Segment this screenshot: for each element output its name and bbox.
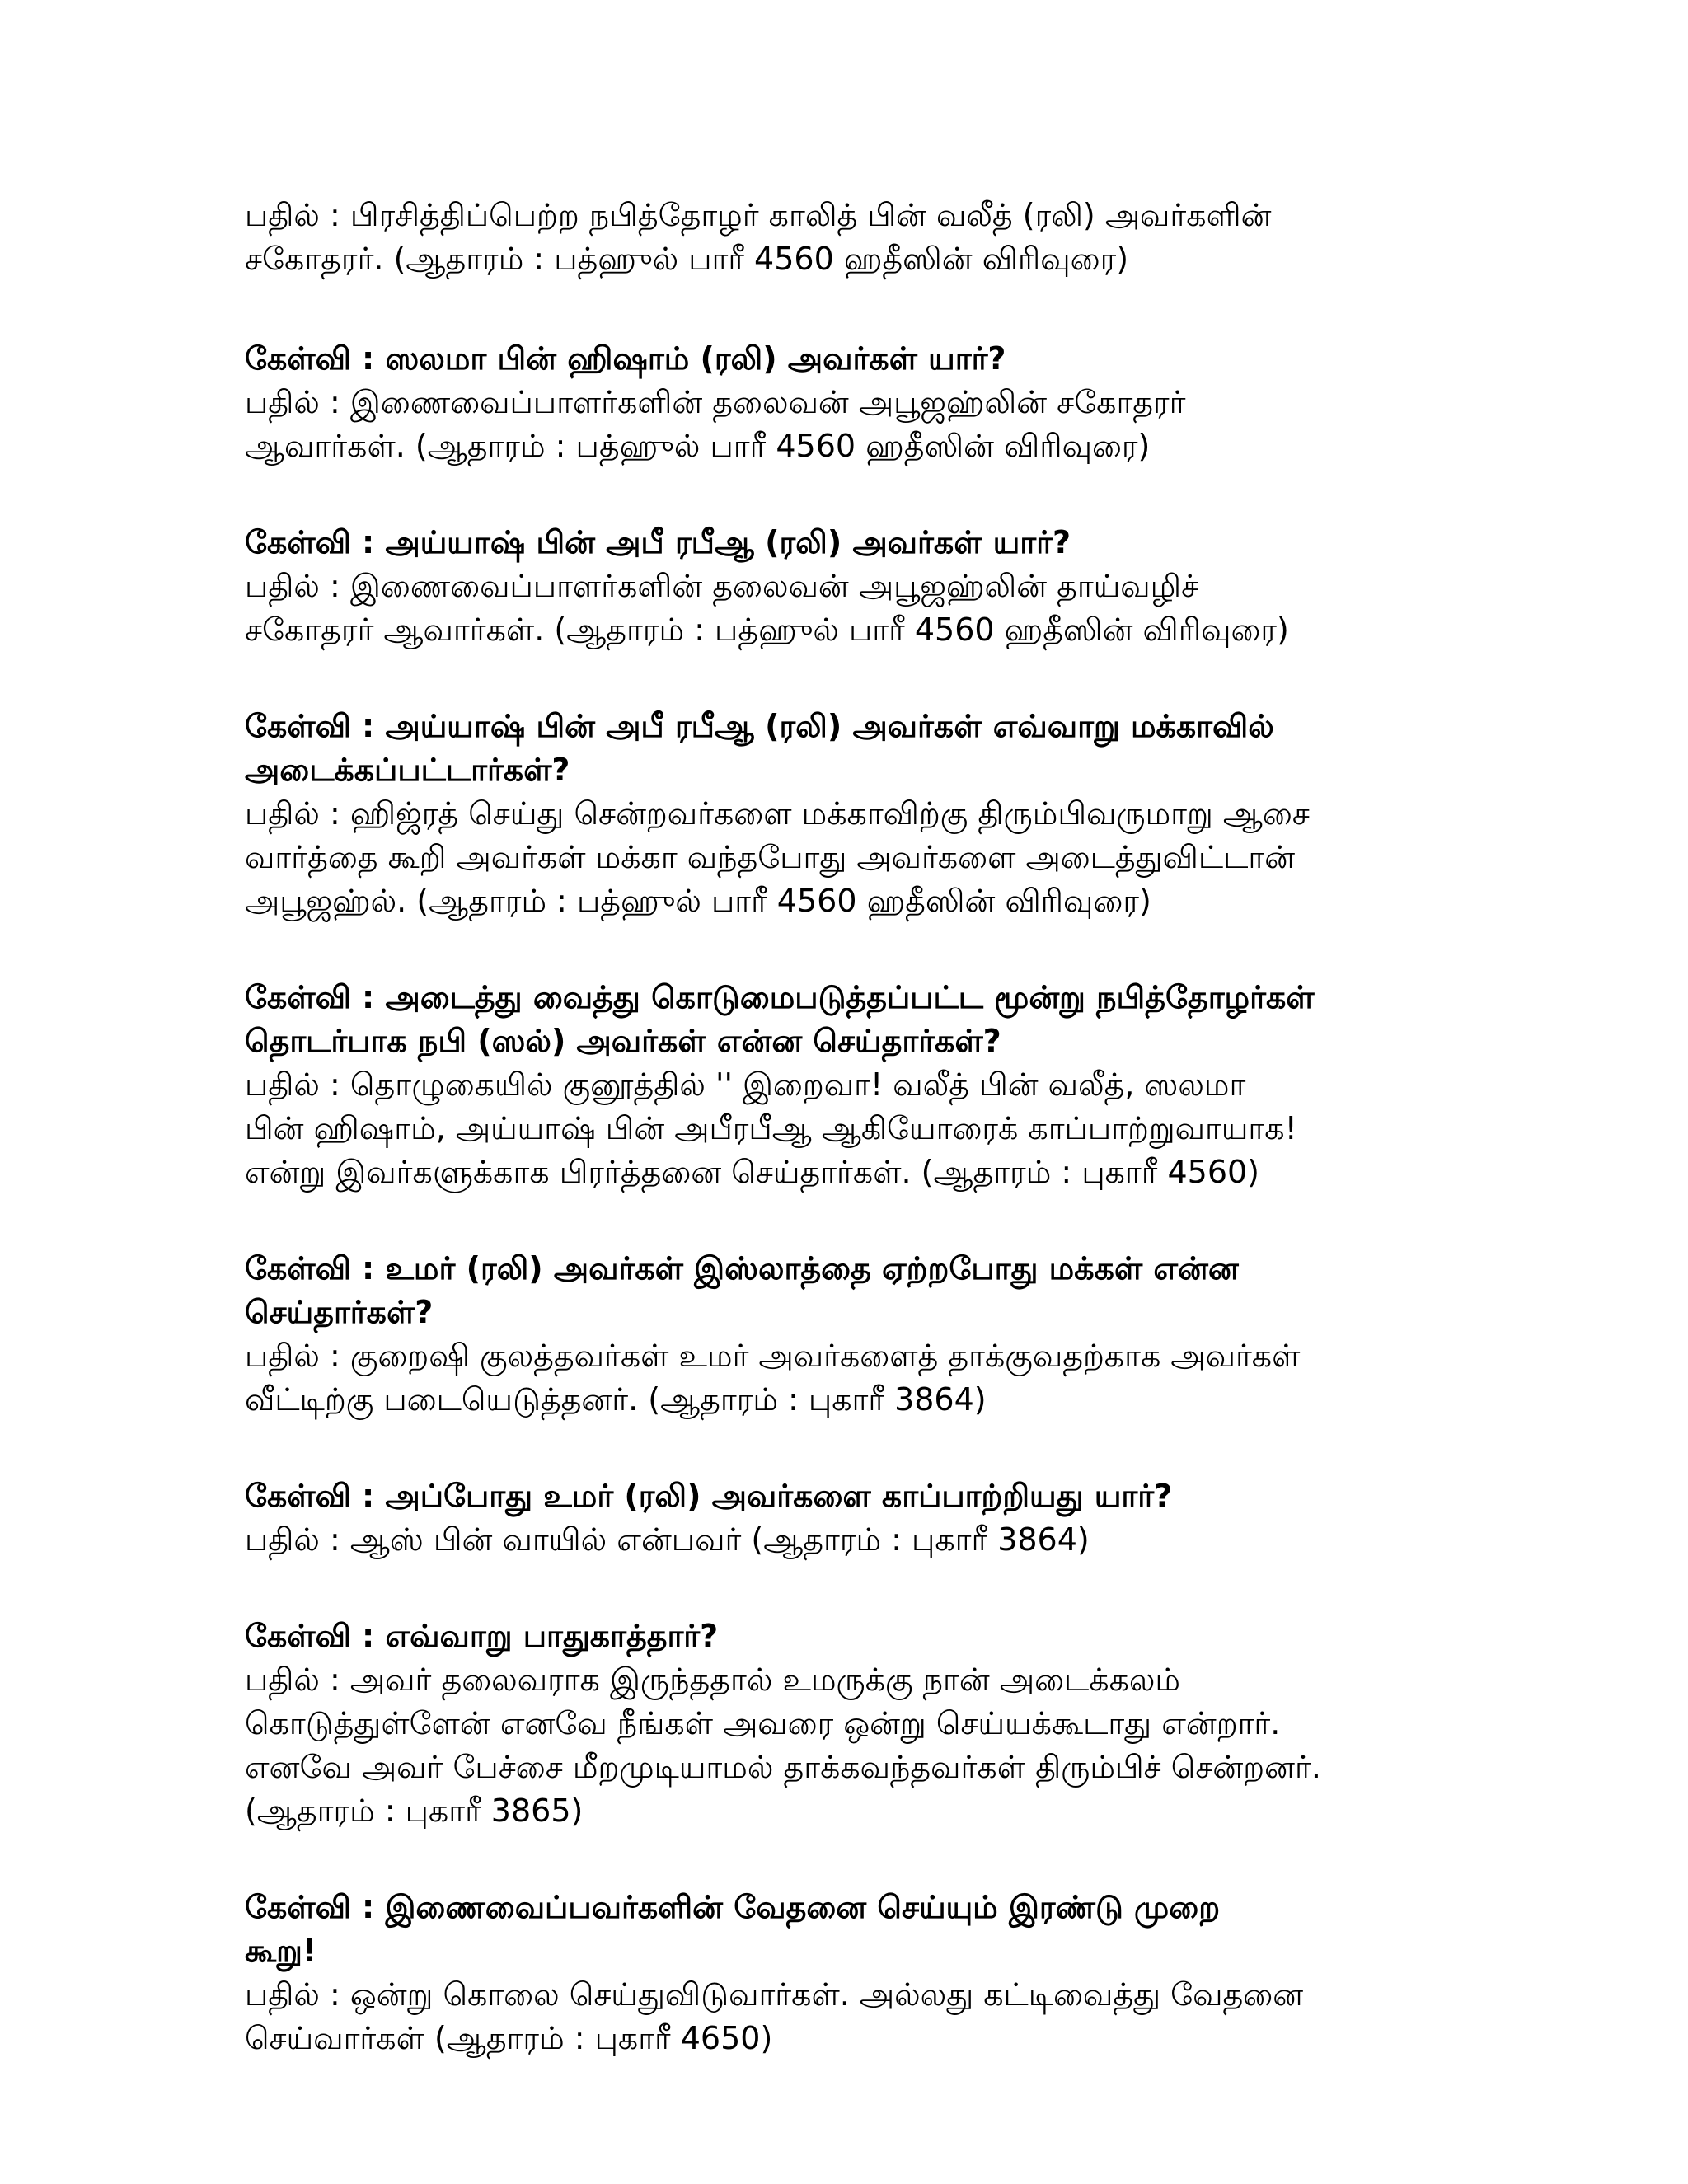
question-line: கூறு! [245,1933,317,1969]
qa-block [245,337,1465,468]
question-line: கேள்வி : அய்யாஷ் பின் அபீ ரபீஆ (ரலி) அவர்கள் எவ்வாறு மக்காவில் [245,708,1274,744]
question-line: கேள்வி : அடைத்து வைத்து கொடுமைபடுத்தப்பட்ட மூன்று நபித்தோழர்கள் [245,979,1315,1015]
qa-block [245,1886,1465,2060]
question-line: கேள்வி : அப்போது உமர் (ரலி) அவர்களை காப்பாற்றியது யார்? [245,1478,1173,1514]
answer-line: பதில் : குறைஷி குலத்தவர்கள் உமர் அவர்களைத் தாக்குவதற்காக அவர்கள் [245,1338,1301,1374]
answer-line: பதில் : பிரசித்திப்பெற்ற நபித்தோழர் காலித் பின் வலீத் (ரலி) அவர்களின் [245,197,1272,233]
question-line: கேள்வி : உமர் (ரலி) அவர்கள் இஸ்லாத்தை ஏற்றபோது மக்கள் என்ன [245,1250,1239,1286]
answer-line: கொடுத்துள்ளேன் எனவே நீங்கள் அவரை ஒன்று செய்யக்கூடாது என்றார். [245,1705,1281,1741]
qa-block [245,705,1465,923]
answer-line: செய்வார்கள் (ஆதாரம் : புகாரீ 4650) [245,2020,773,2056]
answer-line: பதில் : ஹிஜ்ரத் செய்து சென்றவர்களை மக்காவிற்கு திரும்பிவருமாறு ஆசை [245,795,1310,832]
answer-line: சகோதரர் ஆவார்கள். (ஆதாரம் : பத்ஹுல் பாரீ 4560 ஹதீஸின் விரிவுரை) [245,612,1289,648]
answer-line: பதில் : ஒன்று கொலை செய்துவிடுவார்கள். அல்லது கட்டிவைத்து வேதனை [245,1976,1304,2013]
answer-line: பதில் : இணைவைப்பாளர்களின் தலைவன் அபூஜஹ்லின் தாய்வழிச் [245,568,1199,604]
qa-content [245,194,1465,2113]
qa-block [245,194,1465,281]
qa-block [245,1247,1465,1422]
question-line: அடைக்கப்பட்டார்கள்? [245,752,570,788]
answer-line: ஆவார்கள். (ஆதாரம் : பத்ஹுல் பாரீ 4560 ஹதீஸின் விரிவுரை) [245,428,1151,464]
question-line: கேள்வி : அய்யாஷ் பின் அபீ ரபீஆ (ரலி) அவர்கள் யார்? [245,524,1071,560]
question-line: கேள்வி : எவ்வாறு பாதுகாத்தார்? [245,1618,719,1654]
answer-line: வீட்டிற்கு படையெடுத்தனர். (ஆதாரம் : புகாரீ 3864) [245,1381,987,1418]
question-line: தொடர்பாக நபி (ஸல்) அவர்கள் என்ன செய்தார்கள்? [245,1023,1001,1059]
qa-block [245,976,1465,1194]
answer-line: பதில் : அவர் தலைவராக இருந்ததால் உமருக்கு நான் அடைக்கலம் [245,1661,1181,1698]
answer-line: பதில் : ஆஸ் பின் வாயில் என்பவர் (ஆதாரம் : புகாரீ 3864) [245,1521,1090,1558]
answer-line: என்று இவர்களுக்காக பிரர்த்தனை செய்தார்கள். (ஆதாரம் : புகாரீ 4560) [245,1154,1259,1190]
answer-line: சகோதரர். (ஆதாரம் : பத்ஹுல் பாரீ 4560 ஹதீஸின் விரிவுரை) [245,241,1129,277]
answer-line: பின் ஹிஷாம், அய்யாஷ் பின் அபீரபீஆ ஆகியோரைக் காப்பாற்றுவாயாக! [245,1110,1297,1146]
question-line: கேள்வி : ஸலமா பின் ஹிஷாம் (ரலி) அவர்கள் யார்? [245,340,1006,377]
answer-line: எனவே அவர் பேச்சை மீறமுடியாமல் தாக்கவந்தவர்கள் திரும்பிச் சென்றனர். [245,1749,1321,1785]
qa-block [245,1474,1465,1562]
qa-block [245,521,1465,652]
answer-line: பதில் : இணைவைப்பாளர்களின் தலைவன் அபூஜஹ்லின் சகோதரர் [245,384,1186,420]
answer-line: (ஆதாரம் : புகாரீ 3865) [245,1793,584,1829]
question-line: கேள்வி : இணைவைப்பவர்களின் வேதனை செய்யும் இரண்டு முறை [245,1889,1221,1925]
question-line: செய்தார்கள்? [245,1294,434,1330]
answer-line: வார்த்தை கூறி அவர்கள் மக்கா வந்தபோது அவர்களை அடைத்துவிட்டான் [245,839,1296,875]
answer-line: பதில் : தொழுகையில் குனூத்தில் '' இறைவா! வலீத் பின் வலீத், ஸலமா [245,1066,1246,1103]
answer-line: அபூஜஹ்ல். (ஆதாரம் : பத்ஹுல் பாரீ 4560 ஹதீஸின் விரிவுரை) [245,883,1151,919]
qa-block [245,1615,1465,1833]
